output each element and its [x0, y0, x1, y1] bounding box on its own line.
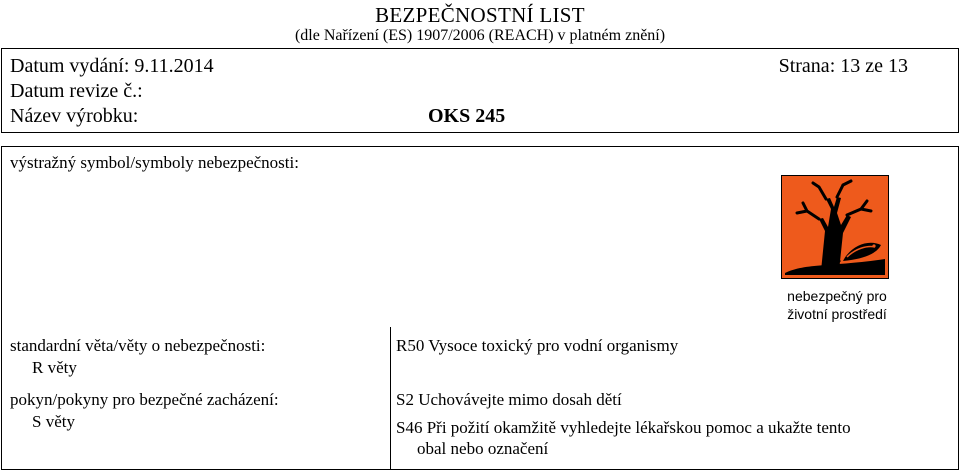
symbols-label: výstražný symbol/symboly nebezpečnosti:: [10, 153, 299, 172]
document-title: BEZPEČNOSTNÍ LIST: [375, 3, 585, 27]
s46-phrase-line2: obal nebo označení: [417, 439, 549, 458]
hazard-section: [1, 146, 959, 470]
s46-phrase-line1: S46 Při požití okamžitě vyhledejte lékařskou pomoc a ukažte tento: [396, 418, 851, 437]
r-phrases-label: standardní věta/věty o nebezpečnosti:: [10, 336, 266, 355]
column-divider: [390, 327, 391, 469]
product-name: OKS 245: [428, 105, 506, 127]
r50-phrase: R50 Vysoce toxický pro vodní organismy: [396, 336, 679, 355]
s2-phrase: S2 Uchovávejte mimo dosah dětí: [396, 390, 622, 409]
page-number: Strana: 13 ze 13: [778, 55, 908, 77]
header-box: [1, 48, 959, 133]
product-label: Název výrobku:: [10, 105, 139, 127]
issue-date: Datum vydání: 9.11.2014: [10, 55, 214, 77]
s-phrases-sublabel: S věty: [32, 412, 75, 431]
document-subtitle: (dle Nařízení (ES) 1907/2006 (REACH) v platném znění): [294, 27, 666, 44]
revision-date: Datum revize č.:: [10, 80, 143, 102]
pictogram-caption-line1: nebezpečný pro: [787, 288, 887, 304]
environment-hazard-icon: [781, 175, 889, 279]
r-phrases-sublabel: R věty: [32, 358, 77, 377]
pictogram-caption-line2: životní prostředí: [787, 306, 887, 322]
s-phrases-label: pokyn/pokyny pro bezpečné zacházení:: [10, 390, 279, 409]
